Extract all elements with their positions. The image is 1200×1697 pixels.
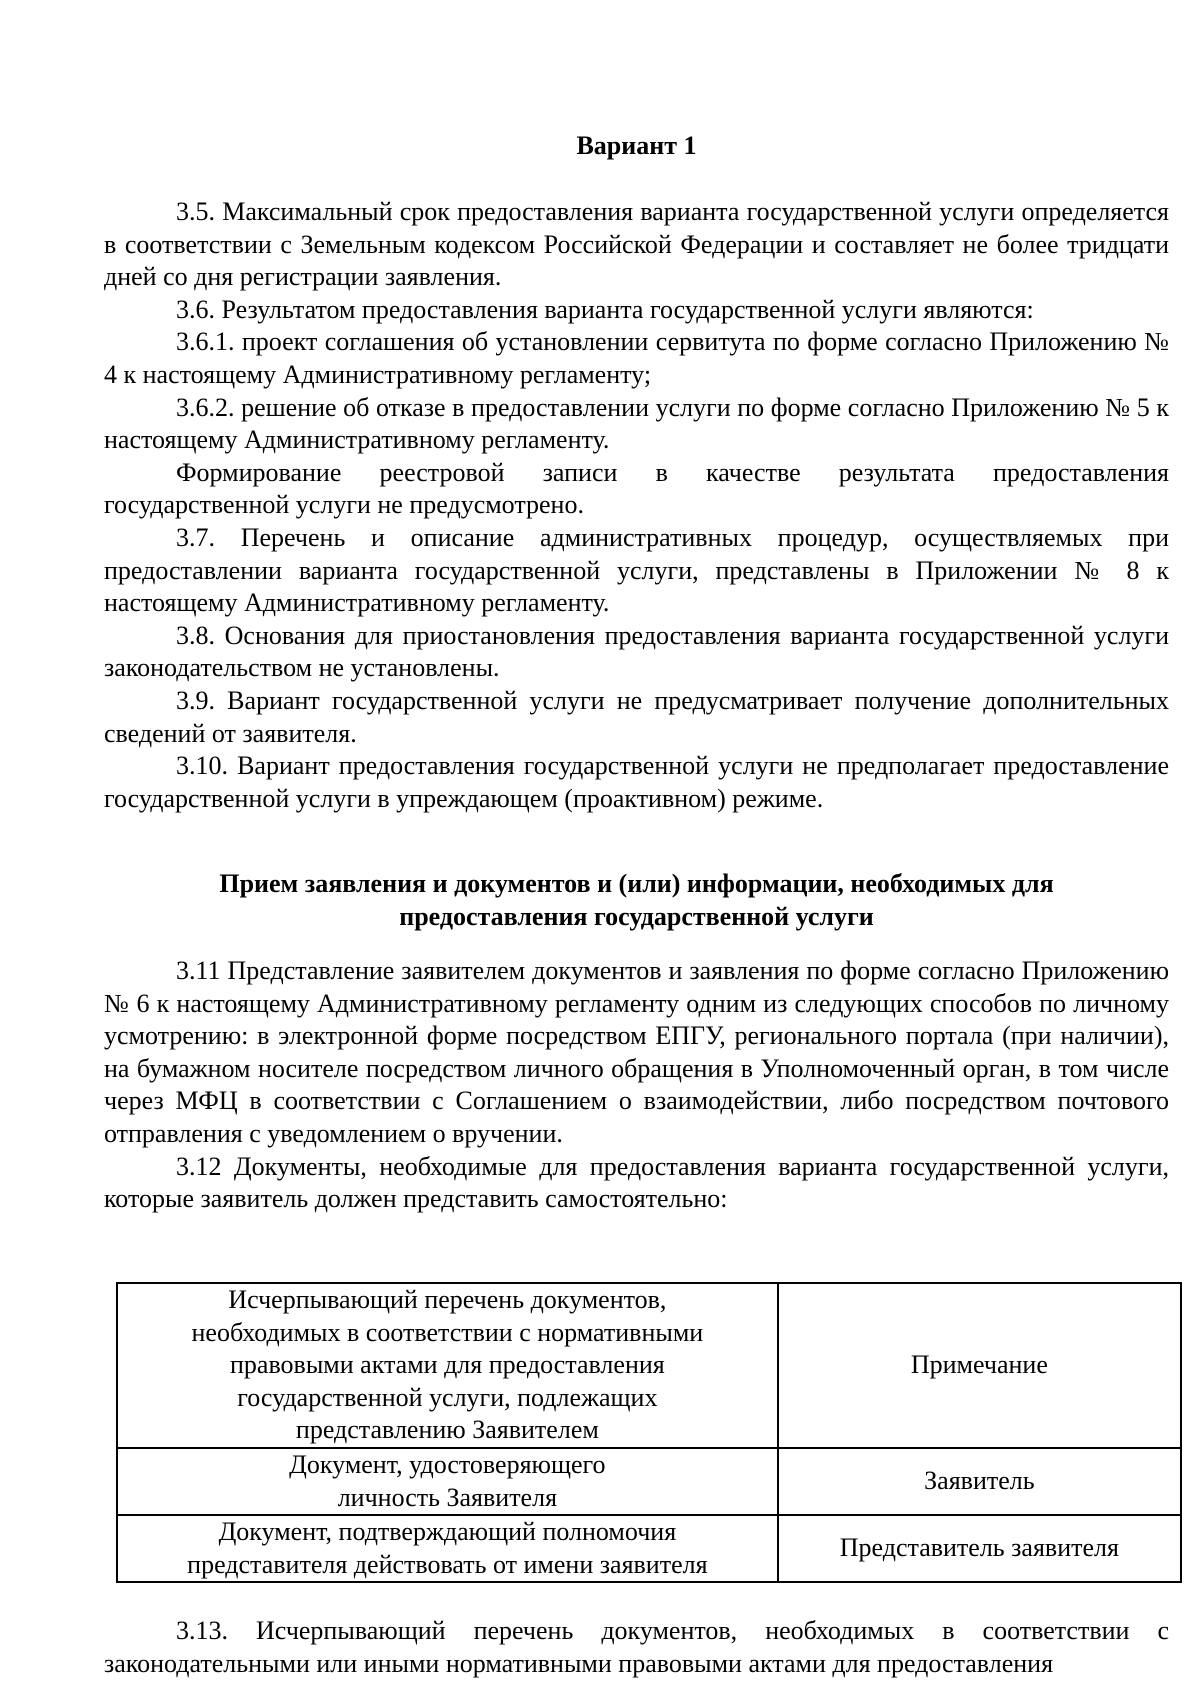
documents-table <box>116 1282 1182 1583</box>
paragraph-3-6: 3.6. Результатом предоставления варианта государственной услуги являются: <box>176 294 1034 324</box>
paragraph-3-9: 3.9. Вариант государственной услуги не предусматривает получение дополнительных сведений от заявителя. <box>104 685 1169 748</box>
section-heading-line-2: предоставления государственной услуги <box>399 901 874 931</box>
paragraph-3-8: 3.8. Основания для приостановления предоставления варианта государственной услуги законодательством не установлены. <box>104 620 1169 683</box>
paragraph-3-7: 3.7. Перечень и описание административных процедур, осуществляемых при предоставлении варианта государственной услуги, представлены в Приложении № 8 к настоящему Административному регламенту. <box>104 522 1169 618</box>
table-cell-document: Документ, удостоверяющего личность Заявителя <box>117 1448 778 1515</box>
paragraph-registry-record: Формирование реестровой записи в качестве результата предоставления государственной услуги не предусмотрено. <box>104 457 1169 520</box>
page-title: Вариант 1 <box>576 131 697 160</box>
paragraph-3-11: 3.11 Представление заявителем документов и заявления по форме согласно Приложению № 6 к настоящему Административному регламенту одним из следующих способов по личному усмотрению: в электронной форме посредством ЕПГУ, регионального портала (при наличии), на бумажном носителе посредством личного обращения в Уполномоченный орган, в том числе через МФЦ в соответствии с Соглашением о взаимодействии, либо посредством почтового отправления с уведомлением о вручении. <box>104 956 1169 1148</box>
paragraph-3-10: 3.10. Вариант предоставления государственной услуги не предполагает предоставление государственной услуги в упреждающем (проактивном) режиме. <box>104 751 1169 813</box>
table-header-note: Примечание <box>778 1283 1181 1448</box>
section-variant-1 <box>104 196 1169 815</box>
table-cell-document: Документ, подтверждающий полномочия представителя действовать от имени заявителя <box>117 1515 778 1582</box>
paragraph-3-5: 3.5. Максимальный срок предоставления варианта государственной услуги определяется в соответствии с Земельным кодексом Российской Федерации и составляет не более тридцати дней со дня регистрации заявления. <box>104 197 1169 292</box>
table-row <box>117 1515 1181 1582</box>
section-application-intake <box>104 955 1169 1216</box>
table-cell-note: Заявитель <box>778 1448 1181 1515</box>
paragraph-3-6-1: 3.6.1. проект соглашения об установлении сервитута по форме согласно Приложению № 4 к настоящему Административному регламенту; <box>104 327 1169 389</box>
table-cell-note: Представитель заявителя <box>778 1515 1181 1582</box>
paragraph-3-12: 3.12 Документы, необходимые для предоставления варианта государственной услуги, которые заявитель должен представить самостоятельно: <box>104 1151 1169 1214</box>
paragraph-3-6-2: 3.6.2. решение об отказе в предоставлении услуги по форме согласно Приложению № 5 к настоящему Административному регламенту. <box>104 392 1169 455</box>
section-heading <box>104 868 1169 933</box>
table-header-row <box>117 1283 1181 1448</box>
table-row <box>117 1448 1181 1515</box>
paragraph-3-13: 3.13. Исчерпывающий перечень документов, необходимых в соответствии с законодательными или иными нормативными правовыми актами для предоставления <box>104 1616 1169 1678</box>
section-document-list <box>104 1615 1169 1680</box>
table-header-documents: Исчерпывающий перечень документов, необходимых в соответствии с нормативными правовыми актами для предоставления государственной услуги, подлежащих представлению Заявителем <box>117 1283 778 1448</box>
section-heading-line-1: Прием заявления и документов и (или) информации, необходимых для <box>219 869 1054 898</box>
